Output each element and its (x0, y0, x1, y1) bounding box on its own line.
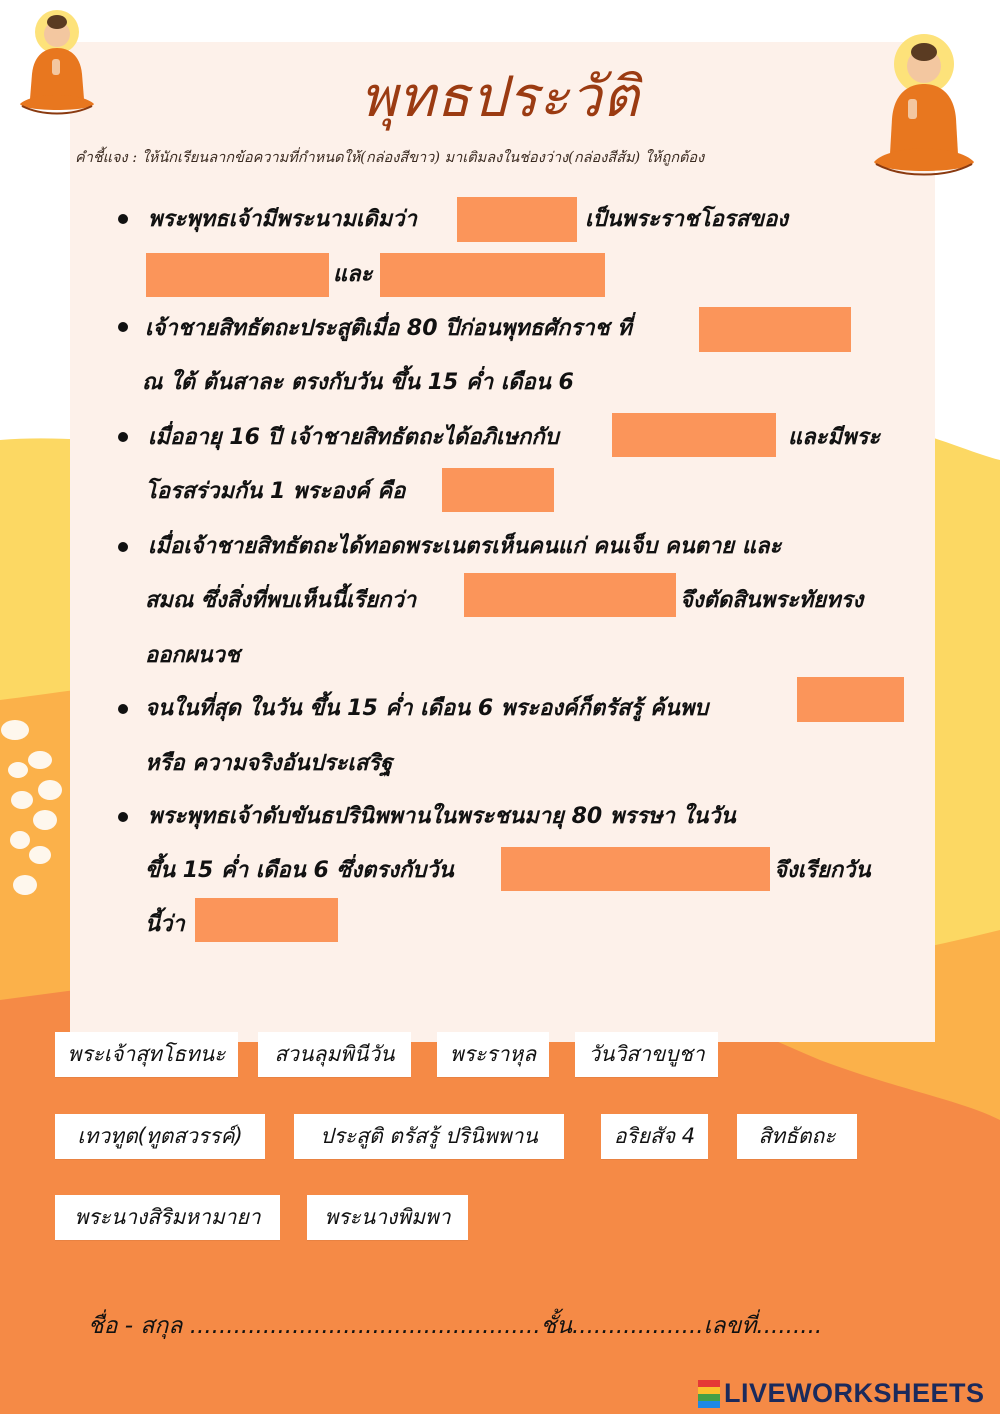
sentence-2-text-b: ณ ใต้ ต้นสาละ ตรงกับวัน ขึ้น 15 ค่ำ เดือน 6 (142, 370, 574, 395)
sentence-6-text-b: ขึ้น 15 ค่ำ เดือน 6 ซึ่งตรงกับวัน (145, 858, 454, 883)
bullet-point (118, 432, 128, 442)
answer-blank-7[interactable] (464, 573, 676, 617)
answer-chip[interactable]: วันวิสาขบูชา (575, 1032, 718, 1077)
name-class-number-line: ชื่อ - สกุล ................................................ชั้น..................เลขที่......... (88, 1313, 823, 1339)
answer-chip[interactable]: อริยสัจ 4 (601, 1114, 708, 1159)
bullet-point (118, 704, 128, 714)
answer-blank-5[interactable] (612, 413, 776, 457)
sentence-3-text-b: และมีพระ (788, 425, 881, 450)
bullet-point (118, 542, 128, 552)
answer-blank-8[interactable] (797, 677, 904, 722)
sentence-5-text-a: จนในที่สุด ในวัน ขึ้น 15 ค่ำ เดือน 6 พระองค์ก็ตรัสรู้ ค้นพบ (145, 696, 709, 721)
sentence-1-text-b: เป็นพระราชโอรสของ (585, 207, 789, 232)
liveworksheets-logo-text: LIVEWORKSHEETS (724, 1378, 985, 1408)
sentence-4-text-d: ออกผนวช (145, 643, 240, 668)
answer-chip[interactable]: พระเจ้าสุทโธทนะ (55, 1032, 238, 1077)
answer-chip[interactable]: พระราหุล (437, 1032, 549, 1077)
sentence-1-text-c: และ (333, 262, 373, 287)
answer-blank-4[interactable] (699, 307, 851, 352)
sentence-6-text-d: นี้ว่า (145, 912, 185, 937)
answer-blank-3[interactable] (380, 253, 605, 297)
sentence-6-text-a: พระพุทธเจ้าดับขันธปรินิพพานในพระชนมายุ 80 พรรษา ในวัน (148, 804, 736, 829)
sentence-6-text-c: จึงเรียกวัน (774, 858, 871, 883)
answer-blank-2[interactable] (146, 253, 329, 297)
answer-blank-1[interactable] (457, 197, 577, 242)
answer-chip[interactable]: เทวทูต(ทูตสวรรค์) (55, 1114, 265, 1159)
sentence-2-text-a: เจ้าชายสิทธัตถะประสูติเมื่อ 80 ปีก่อนพุทธศักราช ที่ (145, 316, 632, 341)
sentence-3-text-c: โอรสร่วมกัน 1 พระองค์ คือ (145, 479, 406, 504)
sentence-4-text-a: เมื่อเจ้าชายสิทธัตถะได้ทอดพระเนตรเห็นคนแก่ คนเจ็บ คนตาย และ (148, 534, 782, 559)
answer-chip[interactable]: พระนางพิมพา (307, 1195, 468, 1240)
bullet-point (118, 322, 128, 332)
page-title: พุทธประวัติ (360, 65, 640, 130)
answer-chip[interactable]: สวนลุมพินีวัน (258, 1032, 411, 1077)
answer-chip[interactable]: ประสูติ ตรัสรู้ ปรินิพพาน (294, 1114, 564, 1159)
answer-blank-10[interactable] (195, 898, 338, 942)
sentence-1-text-a: พระพุทธเจ้ามีพระนามเดิมว่า (148, 207, 417, 232)
answer-chip[interactable]: พระนางสิริมหามายา (55, 1195, 280, 1240)
answer-blank-6[interactable] (442, 468, 554, 512)
sentence-5-text-b: หรือ ความจริงอันประเสริฐ (145, 751, 393, 776)
sentence-3-text-a: เมื่ออายุ 16 ปี เจ้าชายสิทธัตถะได้อภิเษกกับ (148, 425, 559, 450)
sentence-4-text-c: จึงตัดสินพระทัยทรง (680, 588, 864, 613)
sentence-4-text-b: สมณ ซึ่งสิ่งที่พบเห็นนี้เรียกว่า (145, 588, 417, 613)
answer-chip[interactable]: สิทธัตถะ (737, 1114, 857, 1159)
answer-blank-9[interactable] (501, 847, 770, 891)
bullet-point (118, 214, 128, 224)
liveworksheets-logo (698, 1378, 985, 1409)
bullet-point (118, 812, 128, 822)
instructions-text: คำชี้แจง : ให้นักเรียนลากข้อความที่กำหนดให้(กล่องสีขาว) มาเติมลงในช่องว่าง(กล่องสีส้ม) ให้ถูกต้อง (75, 150, 705, 166)
liveworksheets-badge-icon (698, 1380, 720, 1408)
